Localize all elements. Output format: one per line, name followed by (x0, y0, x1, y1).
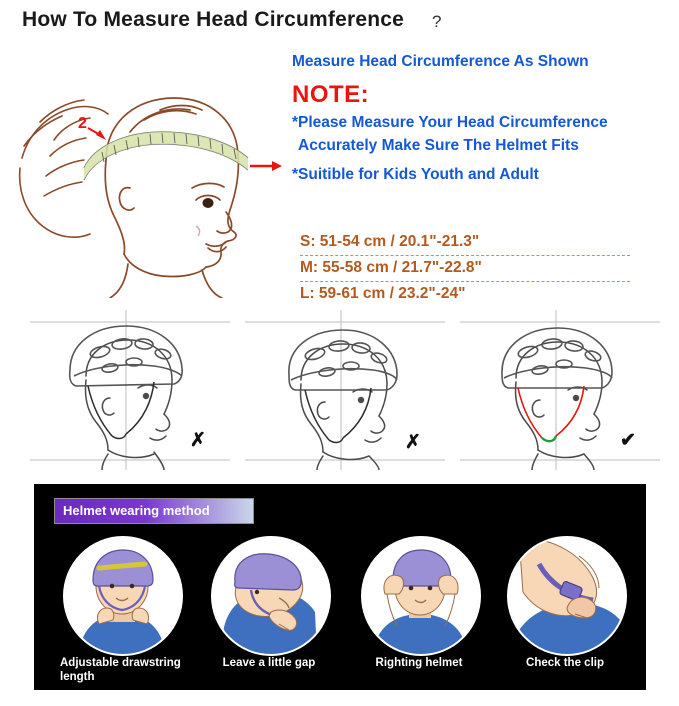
title-bar (0, 0, 679, 44)
note-heading: NOTE: (292, 81, 370, 108)
helmet-example-2 (245, 310, 445, 470)
wearing-step-3 (354, 536, 484, 686)
step-1-illustration (63, 536, 183, 656)
note-line-1: *Please Measure Your Head Circumference (292, 114, 608, 131)
step-2-illustration (211, 536, 331, 656)
title-question-mark: ? (432, 12, 442, 31)
method-banner-label: Helmet wearing method (63, 503, 210, 518)
note-line-2: Accurately Make Sure The Helmet Fits (298, 137, 579, 154)
svg-text:2: 2 (78, 115, 87, 132)
wearing-step-4 (500, 536, 630, 686)
page-title: How To Measure Head Circumference (22, 8, 404, 31)
size-chart (300, 230, 630, 307)
helmet-fit-examples (30, 310, 660, 470)
head-measuring-illustration (10, 48, 290, 298)
svg-text:✗: ✗ (405, 432, 421, 453)
headline-text: Measure Head Circumference As Shown (292, 53, 589, 70)
size-row: S: 51-54 cm / 20.1"-21.3" (300, 230, 630, 256)
step-4-caption: Check the clip (526, 657, 604, 669)
note-line-3: *Suitible for Kids Youth and Adult (292, 166, 539, 183)
helmet-wearing-method-panel (34, 484, 646, 690)
svg-text:✔: ✔ (620, 430, 636, 451)
instructions-column (292, 52, 676, 185)
size-row: M: 55-58 cm / 21.7"-22.8" (300, 256, 630, 282)
step-2-caption: Leave a little gap (222, 657, 316, 669)
wearing-step-1 (56, 536, 186, 686)
size-row: L: 59-61 cm / 23.2"-24" (300, 285, 466, 302)
step-4-illustration (507, 536, 627, 656)
step-3-illustration (361, 536, 481, 656)
helmet-example-1 (30, 310, 230, 470)
svg-text:✗: ✗ (190, 430, 206, 451)
method-banner (54, 498, 254, 524)
wearing-step-2 (204, 536, 334, 686)
step-1-caption: Adjustable drawstring length (60, 657, 181, 683)
step-3-caption: Righting helmet (375, 657, 463, 669)
helmet-example-3 (460, 310, 660, 470)
